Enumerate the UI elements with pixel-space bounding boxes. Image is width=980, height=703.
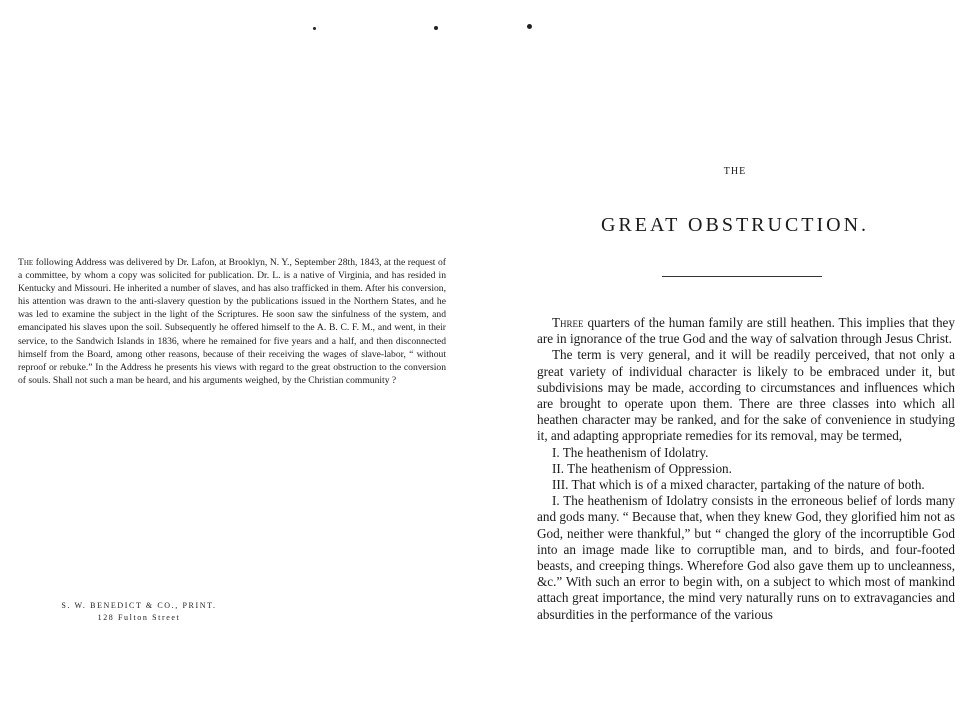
introductory-note <box>18 256 446 387</box>
list-item-1: I. The heathenism of Idolatry. <box>552 444 709 460</box>
body-text <box>537 315 955 623</box>
right-page <box>490 0 980 703</box>
paragraph-1: Three quarters of the human family are still heathen. This implies that they are in ignorance of the true God and the way of salvation through Jesus Christ. <box>537 315 955 347</box>
page-title: GREAT OBSTRUCTION. <box>600 214 870 236</box>
list-item-3: III. That which is of a mixed character, partaking of the nature of both. <box>552 477 925 493</box>
ink-speck <box>313 27 316 30</box>
title-rule <box>662 276 822 277</box>
title-article: THE <box>723 166 747 177</box>
paragraph-2: The term is very general, and it will be readily perceived, that not only a great variety of individual character is likely to be embraced under it, but subdivisions may be made, according to circumstances and influences which are brought to operate upon them. There are three classes into which all heathen character may be ranked, and for the sake of convenience in studying it, and adapting appropriate remedies for its removal, may be termed, <box>537 347 955 444</box>
printer-imprint <box>30 600 248 624</box>
intro-lead-word: The <box>18 257 34 268</box>
paragraph-3: I. The heathenism of Idolatry consists in the erroneous belief of lords many and gods many. “ Because that, when they knew God, they glorified him not as God, neither were thankful,” but “ changed the glory of the incorruptible God into an image made like to corruptible man, and to birds, and four-footed beasts, and creeping things. Wherefore God also gave them up to uncleanness, &c.” With such an error to begin with, on a subject to which most of mankind attach great importance, the mind very naturally runs on to extravagancies and absurdities in the performance of the various <box>537 493 955 622</box>
ink-speck <box>434 26 438 30</box>
imprint-printer: S. W. BENEDICT & CO., PRINT. <box>61 601 217 610</box>
left-page <box>0 0 480 703</box>
imprint-address: 128 Fulton Street <box>97 613 181 622</box>
ink-speck <box>527 24 532 29</box>
intro-text: following Address was delivered by Dr. Lafon, at Brooklyn, N. Y., September 28th, 1843, at the request of a committee, by whom a copy was solicited for publication. Dr. L. is a native of Virginia, and has resided in Kentucky and Missouri. He inherited a number of slaves, and has also trafficked in them. After his conversion, his attention was drawn to the anti-slavery question by the publications issued in the Northern States, and he was led to examine the subject in the light of the Scriptures. He soon saw the sinfulness of the system, and emancipated his slaves upon the soil. Subsequently he offered himself to the A. B. C. F. M., and went, in their service, to the Sandwich Islands in 1836, where he remained for five years and a half, and then disconnected himself from the Board, among other reasons, because of their receiving the wages of slave-labor, “ without reproof or rebuke.” In the Address he presents his views with regard to the great obstruction to the conversion of souls. Shall not such a man be heard, and his arguments weighed, by the Christian community ? <box>18 257 446 386</box>
paragraph-lead-word: Three <box>552 315 584 330</box>
list-item-2: II. The heathenism of Oppression. <box>552 460 732 476</box>
